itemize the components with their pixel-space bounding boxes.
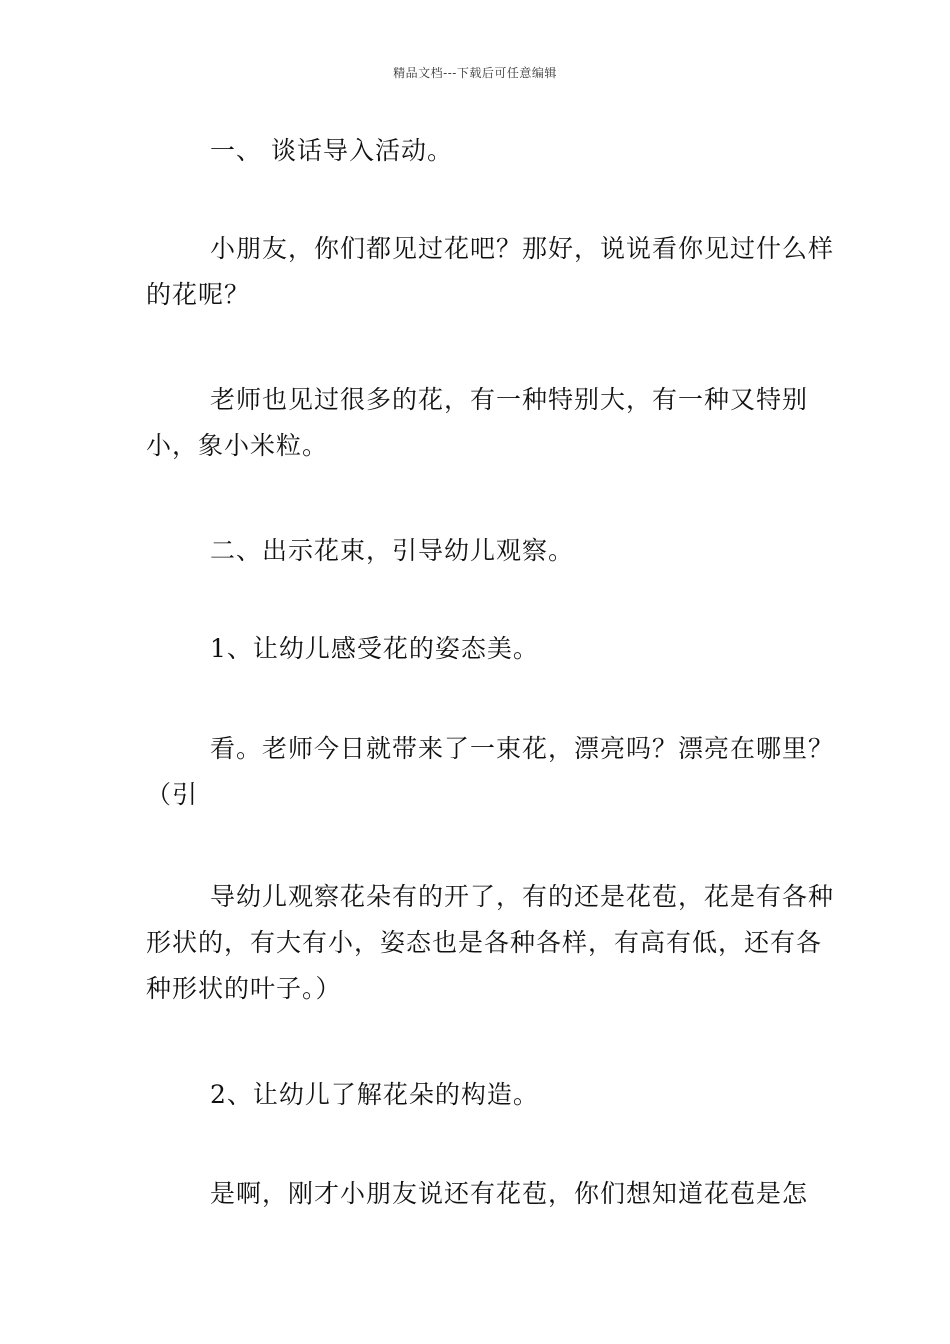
subsection-heading-2: 2、让幼儿了解花朵的构造。 xyxy=(210,1080,539,1109)
section-heading-2: 二、出示花束，引导幼儿观察。 xyxy=(210,536,575,565)
page-header: 精品文档---下载后可任意编辑 xyxy=(393,66,557,80)
paragraph-intro-question: 小朋友，你们都见过花吧？那好，说说看你见过什么样的花呢？ xyxy=(146,234,835,309)
paragraph-flower-bud: 是啊，刚才小朋友说还有花苞，你们想知道花苞是怎 xyxy=(210,1179,809,1208)
paragraph-teacher-flowers: 老师也见过很多的花，有一种特别大，有一种又特别小，象小米粒。 xyxy=(146,385,809,460)
section-heading-1: 一、 谈话导入活动。 xyxy=(210,136,453,165)
subsection-heading-1: 1、让幼儿感受花的姿态美。 xyxy=(210,634,539,663)
paragraph-observe-flowers: 导幼儿观察花朵有的开了，有的还是花苞，花是有各种形状的，有大有小，姿态也是各种各样，有高有低，还有各种形状的叶子。） xyxy=(146,882,835,1003)
paragraph-look-flowers: 看。老师今日就带来了一束花，漂亮吗？漂亮在哪里？（引 xyxy=(146,734,835,809)
